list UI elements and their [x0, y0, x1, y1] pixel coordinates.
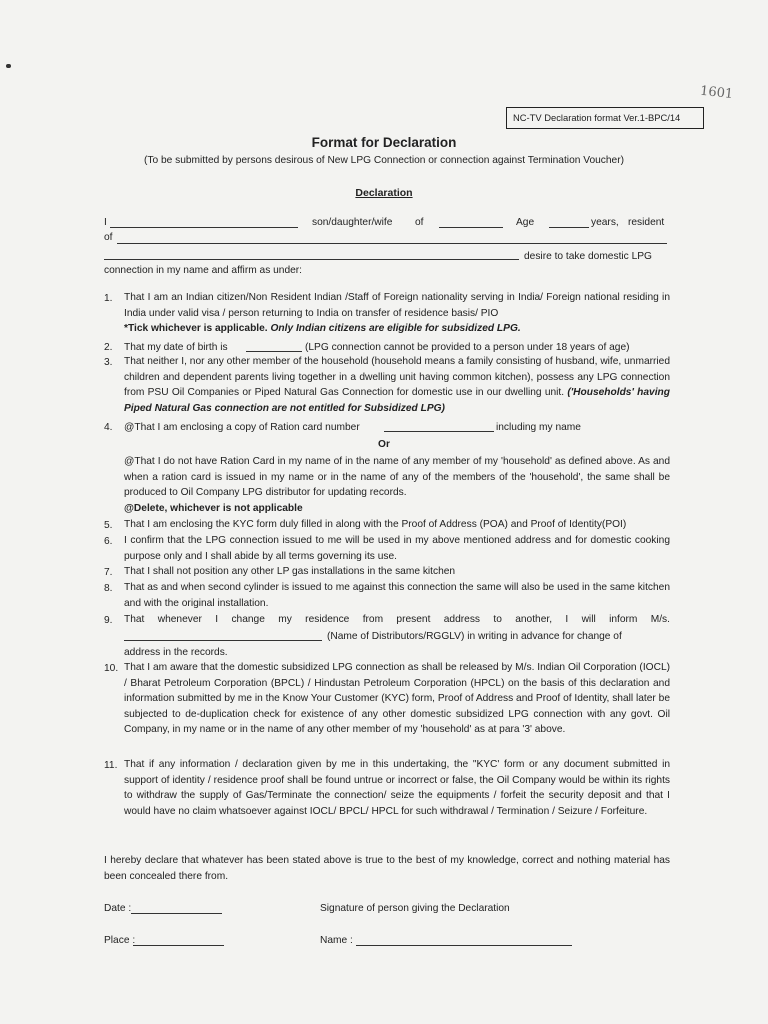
item-8 [124, 580, 670, 611]
item-7-text: That I shall not position any other LP gas installations in the same kitchen [124, 566, 456, 577]
item-6 [124, 533, 670, 564]
resident-label: resident [628, 217, 665, 228]
desire-text: desire to take domestic LPG [524, 251, 652, 262]
item-2-suffix: (LPG connection cannot be provided to a person under 18 years of age) [305, 342, 630, 353]
handwritten-number: 1601 [699, 83, 734, 103]
item-number: 1. [104, 293, 113, 304]
signature-label: Signature of person giving the Declaration [320, 903, 510, 914]
place-blank [133, 945, 224, 946]
item-9-line-3: address in the records. [124, 647, 228, 658]
page-title: Format for Declaration [311, 135, 457, 150]
item-10 [124, 660, 670, 738]
name-blank-footer [356, 945, 572, 946]
date-label: Date : [104, 903, 132, 914]
item-10-text: That I am aware that the domestic subsidized LPG connection as shall be released by M/s. Indian Oil Corporation (IOCL) / Bharat Petroleum Corporation (BPCL) / Hindustan Petroleum Corporation (HPCL) on the basis of this declaration and information submitted by me in the Know Your Customer (KYC) form, Proof of Address and Proof of Identity, shall later be subjected to de-duplication check for existence of any other domestic subsidized LPG connection with any govt. Oil Company, in my name or in the name of any other member of my 'household' as at para '3' above. [124, 662, 670, 736]
ration-card-blank [384, 431, 494, 432]
years-label: years, [591, 217, 619, 228]
age-label: Age [516, 217, 535, 228]
item-number: 2. [104, 342, 113, 353]
item-4b-text: @That I do not have Ration Card in my name of in the name of any member of my 'household' as defined above. As and when a ration card is issued in my name or in the name of any of the members of the 'household', the same shall be produced to Oil Company LPG distributor for updating records. [124, 456, 670, 499]
item-2-prefix: That my date of birth is [124, 342, 228, 353]
item-6-text: I confirm that the LPG connection issued to me will be used in my above mentioned address and for domestic cooking purpose only and I shall abide by all terms governing its use. [124, 535, 670, 562]
item-4b [124, 454, 670, 516]
item-3 [124, 354, 670, 416]
version-box: NC-TV Declaration format Ver.1-BPC/14 [506, 107, 704, 129]
name-label: Name : [320, 935, 353, 946]
dob-blank [246, 351, 302, 352]
png-note: ('Households' having Piped Natural Gas connection are not entitled for Subsidized LPG) [124, 387, 670, 414]
place-label: Place : [104, 935, 136, 946]
of-label: of [415, 217, 424, 228]
name-blank [110, 227, 298, 228]
i-label: I [104, 217, 107, 228]
item-11 [124, 757, 670, 819]
item-7 [124, 564, 670, 580]
item-4-suffix: including my name [496, 422, 581, 433]
address-blank-1 [117, 243, 667, 244]
item-number: 4. [104, 422, 113, 433]
item-8-text: That as and when second cylinder is issued to me against this connection the same will also be used in the same kitchen and with the original installation. [124, 582, 670, 609]
father-name-blank [439, 227, 503, 228]
page-subtitle: (To be submitted by persons desirous of New LPG Connection or connection against Termination Voucher) [143, 155, 625, 166]
item-9-line-2: (Name of Distributors/RGGLV) in writing in advance for change of [327, 631, 622, 642]
delete-instruction: @Delete, whichever is not applicable [124, 502, 303, 514]
of-label-2: of [104, 232, 113, 243]
item-5 [124, 517, 670, 533]
item-11-text: That if any information / declaration given by me in this undertaking, the "KYC' form or any document submitted in support of identity / residence proof shall be found untrue or incorrect or false, the Oil Company would be within its rights to withdraw the supply of Gas/Terminate the connection/ seize the equipments / forfeit the security deposit and that I would have no claim whatsoever against IOCL/ BPCL/ HPCL for such withdrawal / Termination / Seizure / Forfeiture. [124, 759, 670, 817]
address-blank-2 [104, 259, 519, 260]
item-1-text: That I am an Indian citizen/Non Resident Indian /Staff of Foreign nationality serving in India/ Foreign national residing in India under valid visa / person returning to India on transfer of residence basis/ PIO [124, 292, 670, 319]
closing-statement: I hereby declare that whatever has been stated above is true to the best of my knowledge, correct and nothing material has been concealed there from. [104, 855, 670, 882]
tick-instruction: *Tick whichever is applicable. [124, 323, 268, 335]
distributor-blank [124, 640, 322, 641]
item-number: 7. [104, 567, 113, 578]
item-5-text: That I am enclosing the KYC form duly filled in along with the Proof of Address (POA) and Proof of Identity(POI) [124, 519, 627, 530]
declaration-heading: Declaration [355, 187, 413, 199]
relation-label: son/daughter/wife [312, 217, 393, 228]
item-number: 5. [104, 520, 113, 531]
item-4-prefix: @That I am enclosing a copy of Ration card number [124, 422, 360, 433]
item-1 [124, 290, 670, 337]
item-number: 9. [104, 615, 113, 626]
age-blank [549, 227, 589, 228]
item-9-line-1: That whenever I change my residence from present address to another, I will inform M/s. [124, 614, 670, 625]
or-label: Or [378, 439, 390, 450]
eligibility-note: Only Indian citizens are eligible for subsidized LPG. [270, 323, 521, 335]
scan-speck [6, 64, 11, 68]
connection-text: connection in my name and affirm as under: [104, 265, 303, 276]
item-number: 10. [104, 663, 119, 674]
item-number: 8. [104, 583, 113, 594]
item-number: 3. [104, 357, 113, 368]
item-3-text: That neither I, nor any other member of the household (household means a family consisting of husband, wife, unmarried children and dependent parents living together in a dwelling unit having common kitchen), possess any LPG connection from PSU Oil Companies or Piped Natural Gas Connection for domestic use in our dwelling unit. [124, 356, 670, 399]
item-number: 6. [104, 536, 113, 547]
date-blank [131, 913, 222, 914]
item-number: 11. [104, 760, 118, 771]
